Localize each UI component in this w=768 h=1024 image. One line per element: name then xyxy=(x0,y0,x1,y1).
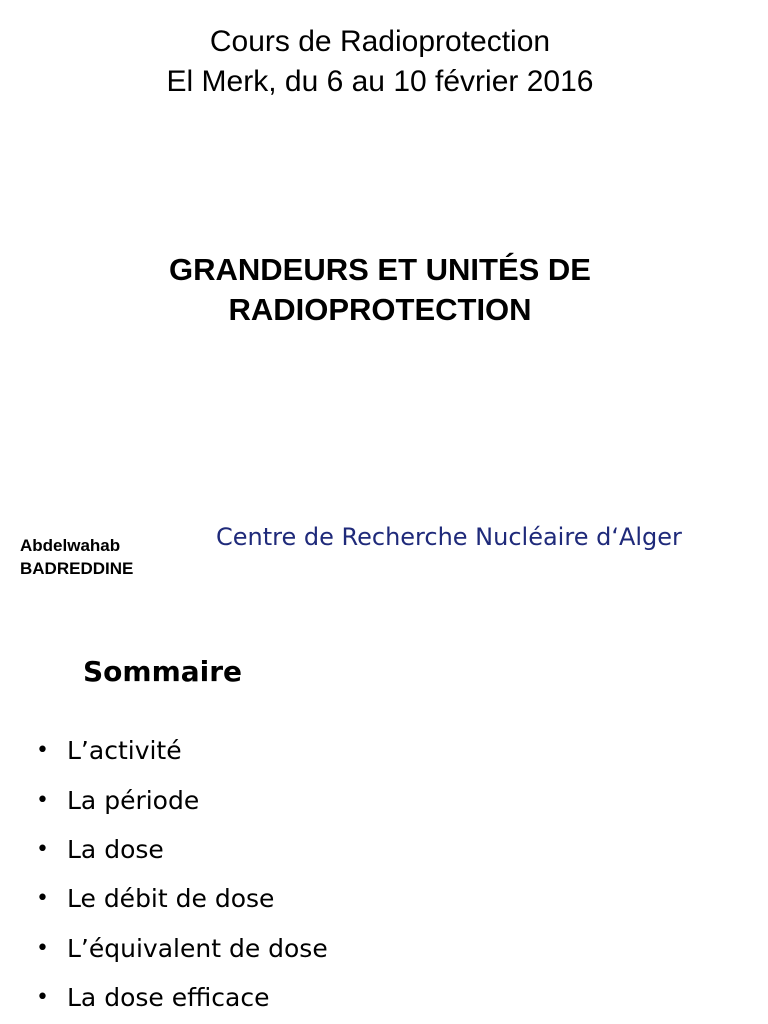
document-title xyxy=(0,250,760,330)
summary-list xyxy=(36,726,328,1022)
author-last-name: BADREDDINE xyxy=(20,559,134,578)
title-line-1: GRANDEURS ET UNITÉS DE xyxy=(169,252,591,287)
bullet-icon: • xyxy=(36,787,49,813)
summary-item xyxy=(36,825,328,874)
summary-item-label: La période xyxy=(67,785,200,815)
summary-item-label: L’équivalent de dose xyxy=(67,933,328,963)
summary-item-label: L’activité xyxy=(67,736,182,766)
summary-item xyxy=(36,726,328,775)
bullet-icon: • xyxy=(36,935,49,961)
summary-heading: Sommaire xyxy=(83,655,243,688)
institution-name: Centre de Recherche Nucléaire d‘Alger xyxy=(216,523,682,551)
course-name: Cours de Radioprotection xyxy=(209,25,551,58)
summary-item xyxy=(36,973,328,1022)
author-first-name: Abdelwahab xyxy=(20,536,121,555)
summary-item-label: La dose xyxy=(67,834,164,864)
author xyxy=(20,534,133,580)
summary-item-label: Le débit de dose xyxy=(67,884,275,914)
course-header xyxy=(0,22,760,102)
summary-item xyxy=(36,874,328,923)
summary-item xyxy=(36,924,328,973)
course-location-dates: El Merk, du 6 au 10 février 2016 xyxy=(166,65,594,98)
bullet-icon: • xyxy=(36,836,49,862)
summary-item-label: La dose efficace xyxy=(67,983,270,1013)
bullet-icon: • xyxy=(36,738,49,764)
summary-item xyxy=(36,775,328,824)
bullet-icon: • xyxy=(36,985,49,1011)
title-line-2: RADIOPROTECTION xyxy=(228,292,532,327)
bullet-icon: • xyxy=(36,886,49,912)
